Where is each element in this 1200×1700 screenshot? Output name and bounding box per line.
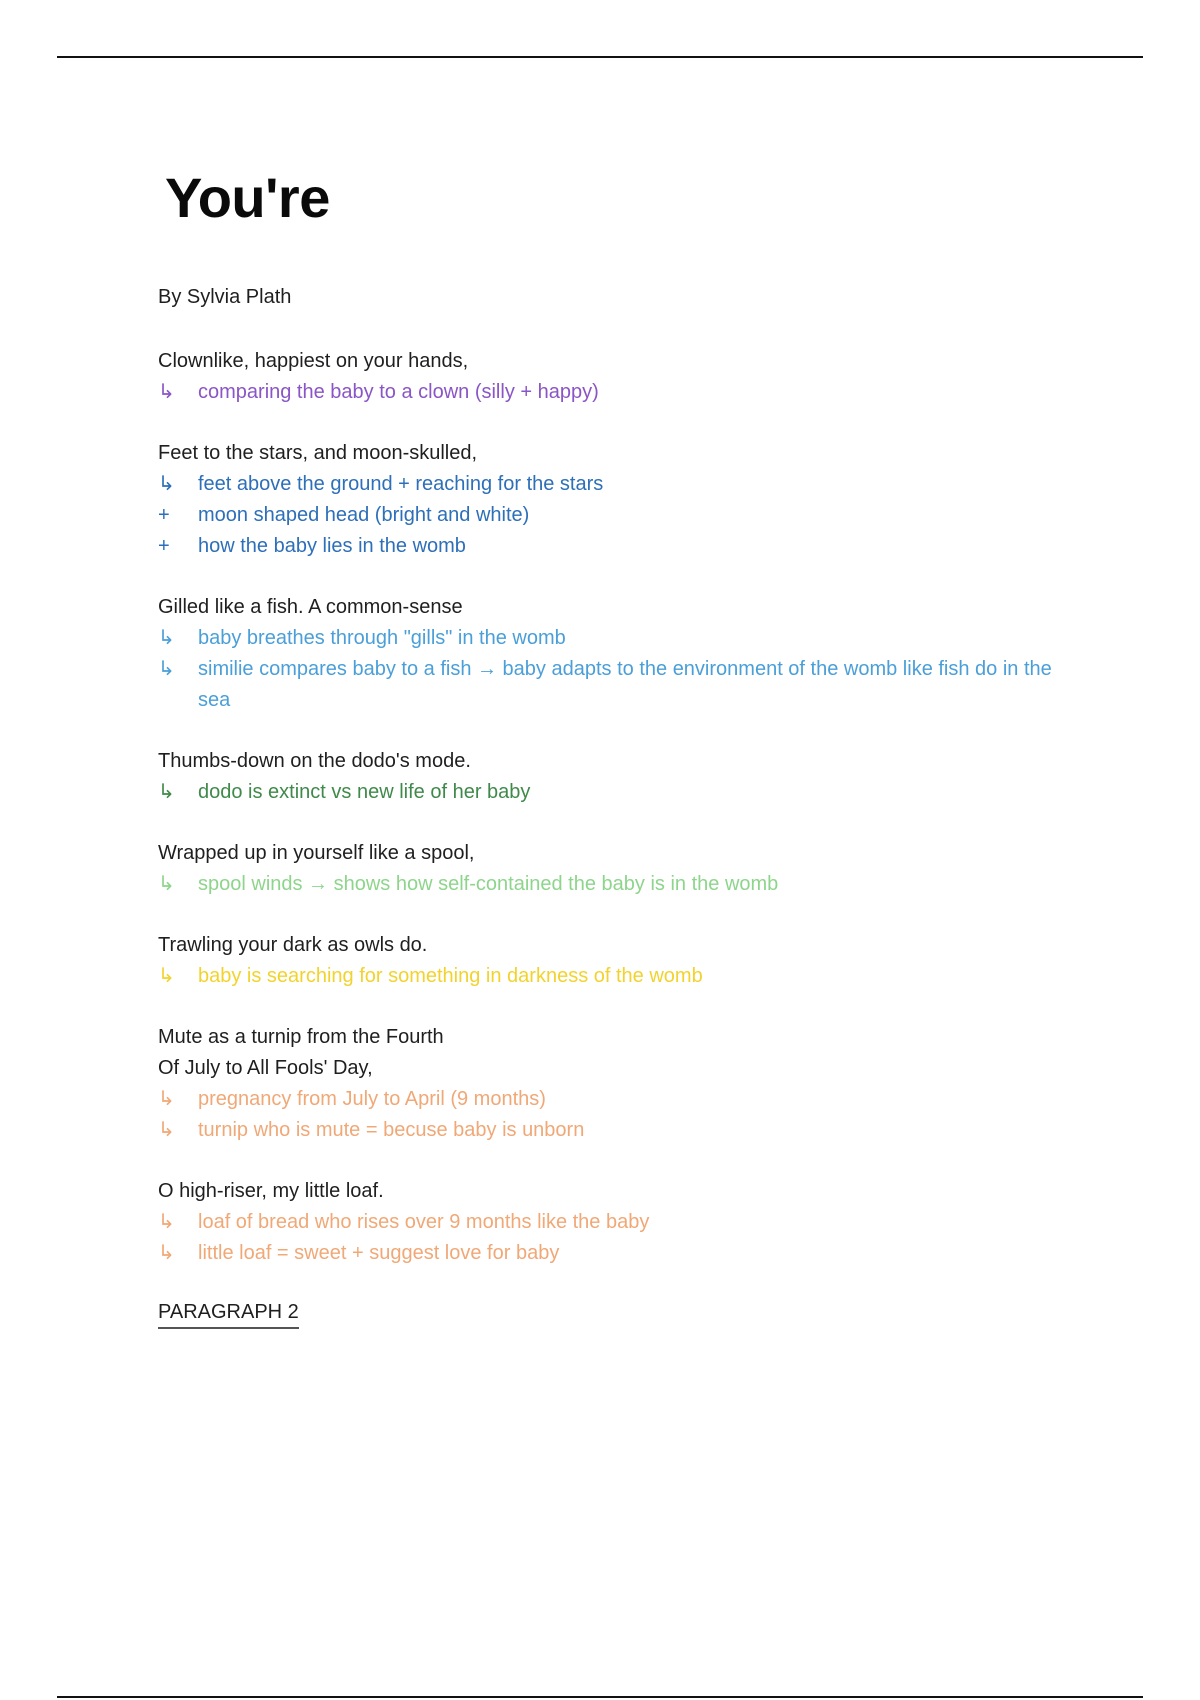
poem-line: Clownlike, happiest on your hands, — [158, 350, 469, 372]
arrow-icon: ↳ — [158, 1242, 175, 1264]
poem-body — [158, 346, 1058, 1329]
annotation-text: similie compares baby to a fish → baby adapts to the environment of the womb like fish do in the sea — [198, 658, 1052, 711]
arrow-icon: ↳ — [158, 781, 175, 803]
poem-line: Of July to All Fools' Day, — [158, 1057, 373, 1079]
arrow-icon: ↳ — [158, 1088, 175, 1110]
annotation-note — [158, 777, 1058, 808]
annotation-note — [158, 623, 1058, 654]
annotation-note — [158, 1084, 1058, 1115]
arrow-icon: ↳ — [158, 381, 175, 403]
arrow-icon: ↳ — [158, 473, 175, 495]
poem-line: Trawling your dark as owls do. — [158, 934, 428, 956]
poem-line: Thumbs-down on the dodo's mode. — [158, 750, 471, 772]
annotation-note — [158, 1207, 1058, 1238]
annotation-note — [158, 531, 1058, 562]
stanza-4 — [158, 746, 1058, 808]
annotation-note — [158, 469, 1058, 500]
arrow-icon: ↳ — [158, 873, 175, 895]
arrow-icon: ↳ — [158, 965, 175, 987]
arrow-icon: ↳ — [158, 1119, 175, 1141]
section-heading: PARAGRAPH 2 — [158, 1299, 299, 1329]
annotation-text: loaf of bread who rises over 9 months like the baby — [198, 1211, 650, 1233]
annotation-note — [158, 1115, 1058, 1146]
annotation-text: spool winds → shows how self-contained the baby is in the womb — [198, 873, 779, 895]
poem-line: Wrapped up in yourself like a spool, — [158, 842, 475, 864]
annotation-text: comparing the baby to a clown (silly + happy) — [198, 381, 599, 403]
poem-line: Gilled like a fish. A common-sense — [158, 596, 463, 618]
annotation-note — [158, 961, 1058, 992]
stanza-5 — [158, 838, 1058, 900]
plus-icon: + — [158, 504, 170, 526]
annotation-text: little loaf = sweet + suggest love for baby — [198, 1242, 560, 1264]
poem-line: Mute as a turnip from the Fourth — [158, 1026, 444, 1048]
stanza-1 — [158, 346, 1058, 408]
annotation-text: baby breathes through "gills" in the womb — [198, 627, 566, 649]
annotation-text: turnip who is mute = becuse baby is unborn — [198, 1119, 585, 1141]
annotation-text: moon shaped head (bright and white) — [198, 504, 530, 526]
stanza-6 — [158, 930, 1058, 992]
stanza-3 — [158, 592, 1058, 716]
arrow-icon: ↳ — [158, 627, 175, 649]
arrow-icon: ↳ — [158, 1211, 175, 1233]
stanza-8 — [158, 1176, 1058, 1269]
annotation-text: how the baby lies in the womb — [198, 535, 466, 557]
annotation-note — [158, 377, 1058, 408]
author-byline: By Sylvia Plath — [158, 286, 292, 308]
stanza-2 — [158, 438, 1058, 562]
annotation-note — [158, 654, 1058, 716]
annotation-note — [158, 1238, 1058, 1269]
stanza-7 — [158, 1022, 1058, 1146]
annotation-text: pregnancy from July to April (9 months) — [198, 1088, 546, 1110]
top-divider — [57, 56, 1143, 58]
annotation-text: baby is searching for something in darkness of the womb — [198, 965, 703, 987]
annotation-text: dodo is extinct vs new life of her baby — [198, 781, 531, 803]
plus-icon: + — [158, 535, 170, 557]
poem-line: Feet to the stars, and moon-skulled, — [158, 442, 478, 464]
page-title: You're — [165, 166, 330, 229]
poem-line: O high-riser, my little loaf. — [158, 1180, 384, 1202]
bottom-divider — [57, 1696, 1143, 1698]
annotation-note — [158, 869, 1058, 900]
annotation-text: feet above the ground + reaching for the stars — [198, 473, 604, 495]
annotation-note — [158, 500, 1058, 531]
arrow-icon: ↳ — [158, 658, 175, 680]
